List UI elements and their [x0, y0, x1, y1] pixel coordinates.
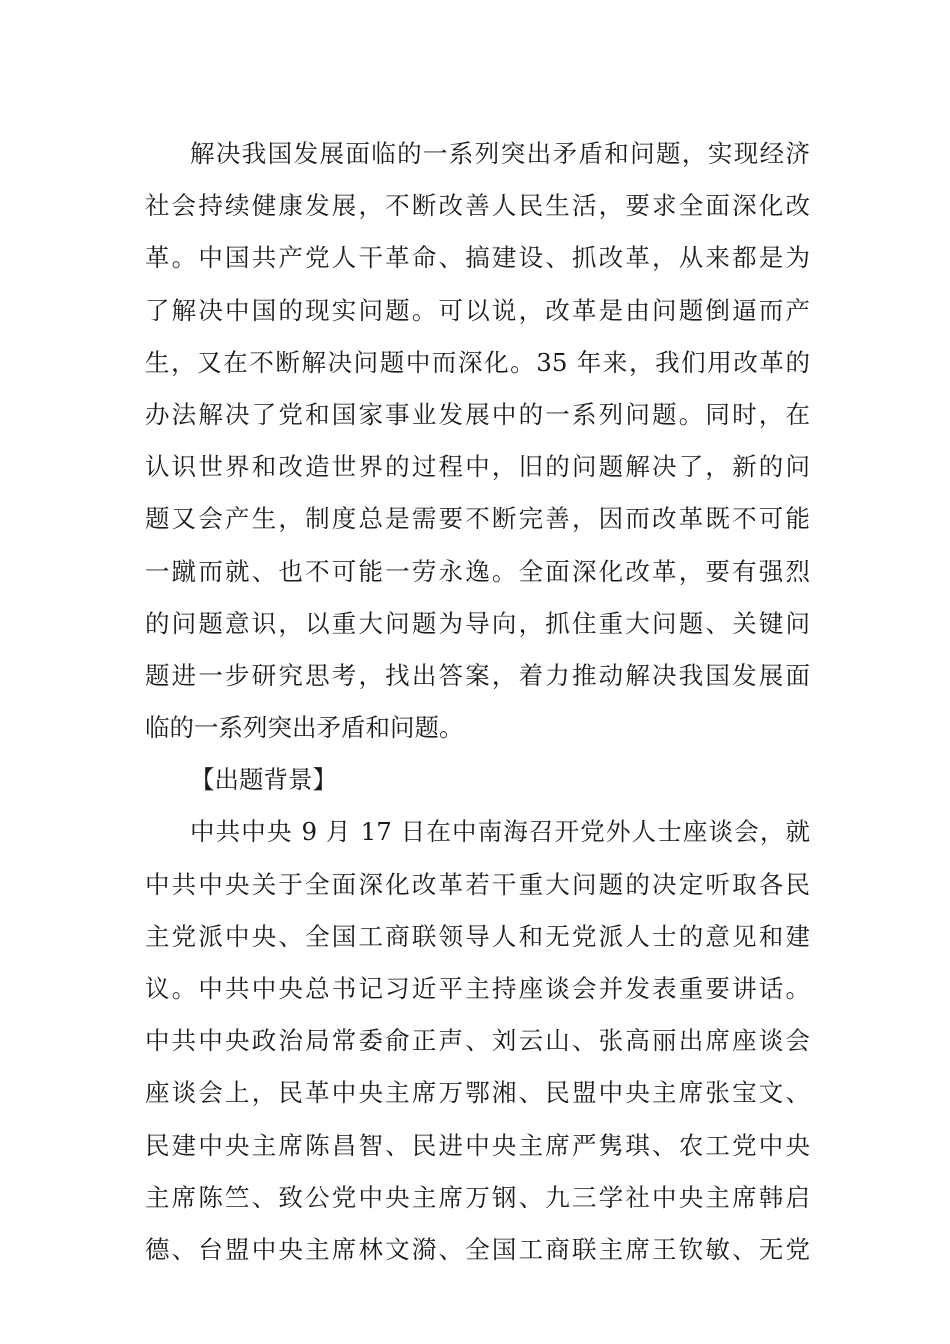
paragraph-line: 主席陈竺、致公党中央主席万钢、九三学社中央主席韩启: [145, 1182, 810, 1212]
paragraph-line: 中共中央 9 月 17 日在中南海召开党外人士座谈会，就: [190, 817, 810, 847]
paragraph-line: 德、台盟中央主席林文漪、全国工商联主席王钦敏、无党: [145, 1234, 810, 1264]
paragraph-line: 临的一系列突出矛盾和问题。: [145, 713, 464, 743]
paragraph-line: 生，又在不断解决问题中而深化。35 年来，我们用改革的: [145, 347, 810, 377]
paragraph-line: 题进一步研究思考，找出答案，着力推动解决我国发展面: [145, 660, 810, 690]
document-body: [145, 128, 810, 1276]
paragraph-1: [145, 128, 810, 754]
paragraph-line: 一蹴而就、也不可能一劳永逸。全面深化改革，要有强烈: [145, 556, 810, 586]
paragraph-line: 议。中共中央总书记习近平主持座谈会并发表重要讲话。: [145, 974, 810, 1003]
paragraph-line: 认识世界和改造世界的过程中，旧的问题解决了，新的问: [145, 452, 810, 482]
paragraph-line: 的问题意识，以重大问题为导向，抓住重大问题、关键问: [145, 608, 810, 638]
paragraph-line: 中共中央政治局常委俞正声、刘云山、张高丽出席座谈会: [145, 1026, 810, 1056]
paragraph-line: 了解决中国的现实问题。可以说，改革是由问题倒逼而产: [145, 295, 810, 325]
paragraph-line: 办法解决了党和国家事业发展中的一系列问题。同时，在: [145, 399, 810, 429]
section-heading: 【出题背景】: [190, 765, 337, 795]
paragraph-line: 中共中央关于全面深化改革若干重大问题的决定听取各民: [145, 869, 810, 899]
paragraph-line: 座谈会上，民革中央主席万鄂湘、民盟中央主席张宝文、: [145, 1078, 810, 1108]
paragraph-line: 社会持续健康发展，不断改善人民生活，要求全面深化改: [145, 191, 810, 221]
paragraph-line: 题又会产生，制度总是需要不断完善，因而改革既不可能: [145, 504, 810, 534]
paragraph-line: 民建中央主席陈昌智、民进中央主席严隽琪、农工党中央: [145, 1130, 810, 1160]
paragraph-line: 解决我国发展面临的一系列突出矛盾和问题，实现经济: [190, 139, 810, 168]
paragraph-line: 革。中国共产党人干革命、搞建设、抓改革，从来都是为: [145, 243, 810, 273]
paragraph-line: 主党派中央、全国工商联领导人和无党派人士的意见和建: [145, 921, 810, 951]
paragraph-2: [145, 806, 810, 1276]
